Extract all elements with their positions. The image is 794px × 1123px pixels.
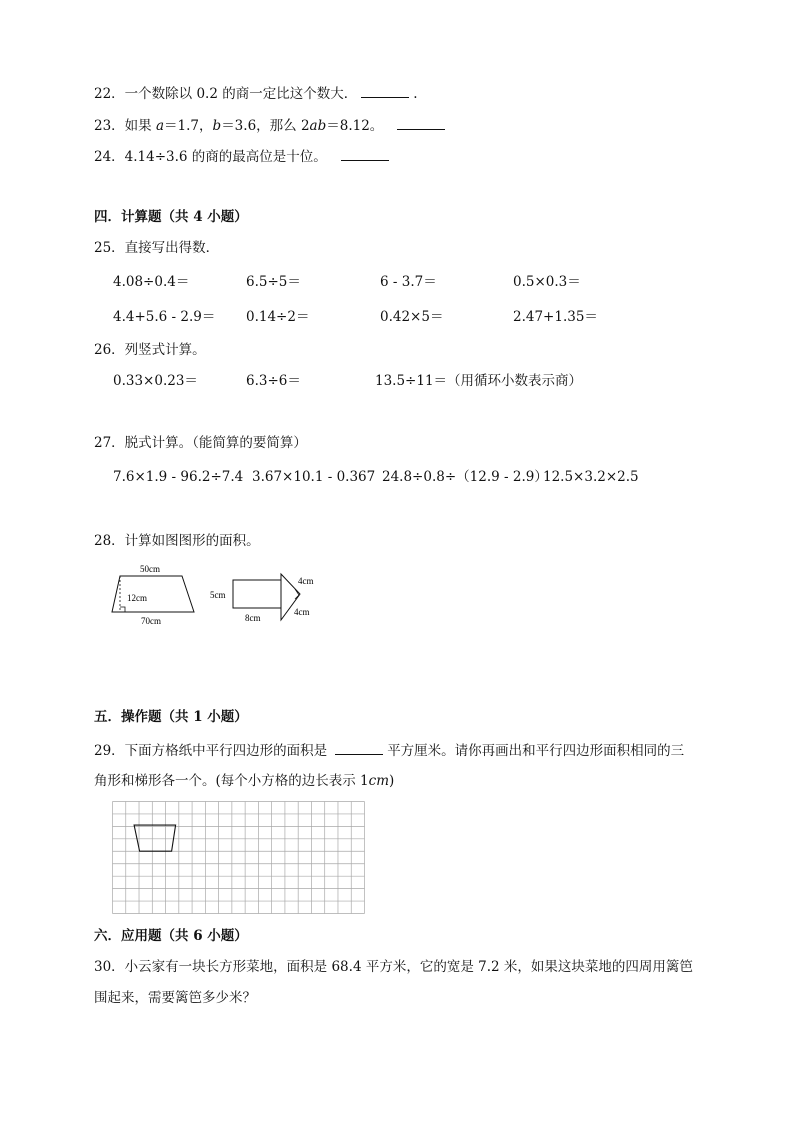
question-28-title: 28．计算如图图形的面积。 bbox=[94, 533, 260, 549]
question-22-text: 22．一个数除以 0.2 的商一定比这个数大． bbox=[94, 86, 358, 102]
pentagon-base-label: 8cm bbox=[245, 613, 261, 623]
question-29-text-a: 29．下面方格纸中平行四边形的面积是 bbox=[94, 743, 328, 759]
answer-blank-23[interactable] bbox=[397, 116, 445, 130]
pentagon-lower-label: 4cm bbox=[294, 607, 310, 617]
trapezoid-top-label: 50cm bbox=[140, 564, 160, 574]
grid-paper[interactable] bbox=[112, 801, 365, 914]
pentagon-side-label: 5cm bbox=[210, 590, 226, 600]
q25-item-6: 0.14÷2＝ bbox=[246, 309, 310, 325]
q25-item-1: 4.08÷0.4＝ bbox=[113, 274, 190, 290]
q25-item-3: 6 - 3.7＝ bbox=[380, 274, 437, 290]
q26-item-1: 0.33×0.23＝ bbox=[113, 373, 198, 389]
pentagon-figure bbox=[210, 574, 314, 623]
q25-item-8: 2.47+1.35＝ bbox=[513, 309, 598, 325]
section-4-title: 四．计算题（共 4 小题） bbox=[94, 209, 248, 225]
question-23-a-value: ＝1.7， bbox=[164, 118, 213, 134]
question-23-prefix: 23．如果 bbox=[94, 118, 156, 134]
question-30-line-2: 围起来，需要篱笆多少米？ bbox=[94, 990, 256, 1006]
var-ab: ab bbox=[309, 118, 327, 134]
question-29-text-d: ) bbox=[389, 773, 395, 789]
question-29-line-2 bbox=[94, 772, 394, 790]
trapezoid-bottom-label: 70cm bbox=[141, 616, 161, 626]
question-23 bbox=[94, 116, 449, 135]
q25-item-5: 4.4+5.6 - 2.9＝ bbox=[113, 309, 216, 325]
question-24-text: 24．4.14÷3.6 的商的最高位是十位。 bbox=[94, 149, 327, 165]
trapezoid-figure bbox=[112, 564, 194, 626]
trapezoid-height-label: 12cm bbox=[127, 593, 147, 603]
answer-blank-24[interactable] bbox=[341, 147, 389, 161]
var-b: b bbox=[212, 118, 222, 134]
question-22 bbox=[94, 84, 418, 103]
question-29-line-1 bbox=[94, 741, 684, 760]
section-6-title: 六．应用题（共 6 小题） bbox=[94, 928, 248, 944]
pentagon-upper-label: 4cm bbox=[298, 576, 314, 586]
parallelogram-shape bbox=[134, 825, 176, 851]
q27-item-1: 7.6×1.9 - 96.2÷7.4 bbox=[113, 469, 244, 485]
var-a: a bbox=[155, 118, 165, 134]
answer-blank-29[interactable] bbox=[335, 741, 383, 755]
q25-item-2: 6.5÷5＝ bbox=[246, 274, 301, 290]
question-23-b-value: ＝3.6，那么 2 bbox=[221, 118, 310, 134]
question-30-line-1: 30．小云家有一块长方形菜地，面积是 68.4 平方米，它的宽是 7.2 米，如果这块菜地的四周用篱笆 bbox=[94, 959, 693, 975]
question-24 bbox=[94, 147, 393, 166]
question-23-rest: ＝8.12。 bbox=[326, 118, 384, 134]
unit-cm: cm bbox=[368, 773, 390, 789]
grid-lines bbox=[113, 802, 365, 914]
q25-item-4: 0.5×0.3＝ bbox=[513, 274, 581, 290]
q26-item-2: 6.3÷6＝ bbox=[246, 373, 301, 389]
q27-item-2: 3.67×10.1 - 0.367 bbox=[252, 469, 376, 485]
q28-figures bbox=[106, 560, 328, 632]
q27-item-3: 24.8÷0.8÷（12.9 - 2.9） bbox=[382, 469, 548, 485]
answer-blank-22[interactable] bbox=[361, 84, 409, 98]
question-27-title: 27．脱式计算。（能简算的要简算） bbox=[94, 435, 307, 451]
q26-item-3: 13.5÷11＝（用循环小数表示商） bbox=[375, 373, 583, 389]
question-26-title: 26．列竖式计算。 bbox=[94, 342, 206, 358]
section-5-title: 五．操作题（共 1 小题） bbox=[94, 709, 248, 725]
question-22-end: . bbox=[413, 86, 418, 102]
question-29-text-b: 平方厘米。请你再画出和平行四边形面积相同的三 bbox=[387, 743, 685, 759]
question-25-title: 25．直接写出得数． bbox=[94, 240, 220, 256]
q27-item-4: 12.5×3.2×2.5 bbox=[543, 469, 639, 485]
question-29-text-c: 角形和梯形各一个。(每个小方格的边长表示 1 bbox=[94, 773, 369, 789]
q25-item-7: 0.42×5＝ bbox=[380, 309, 444, 325]
